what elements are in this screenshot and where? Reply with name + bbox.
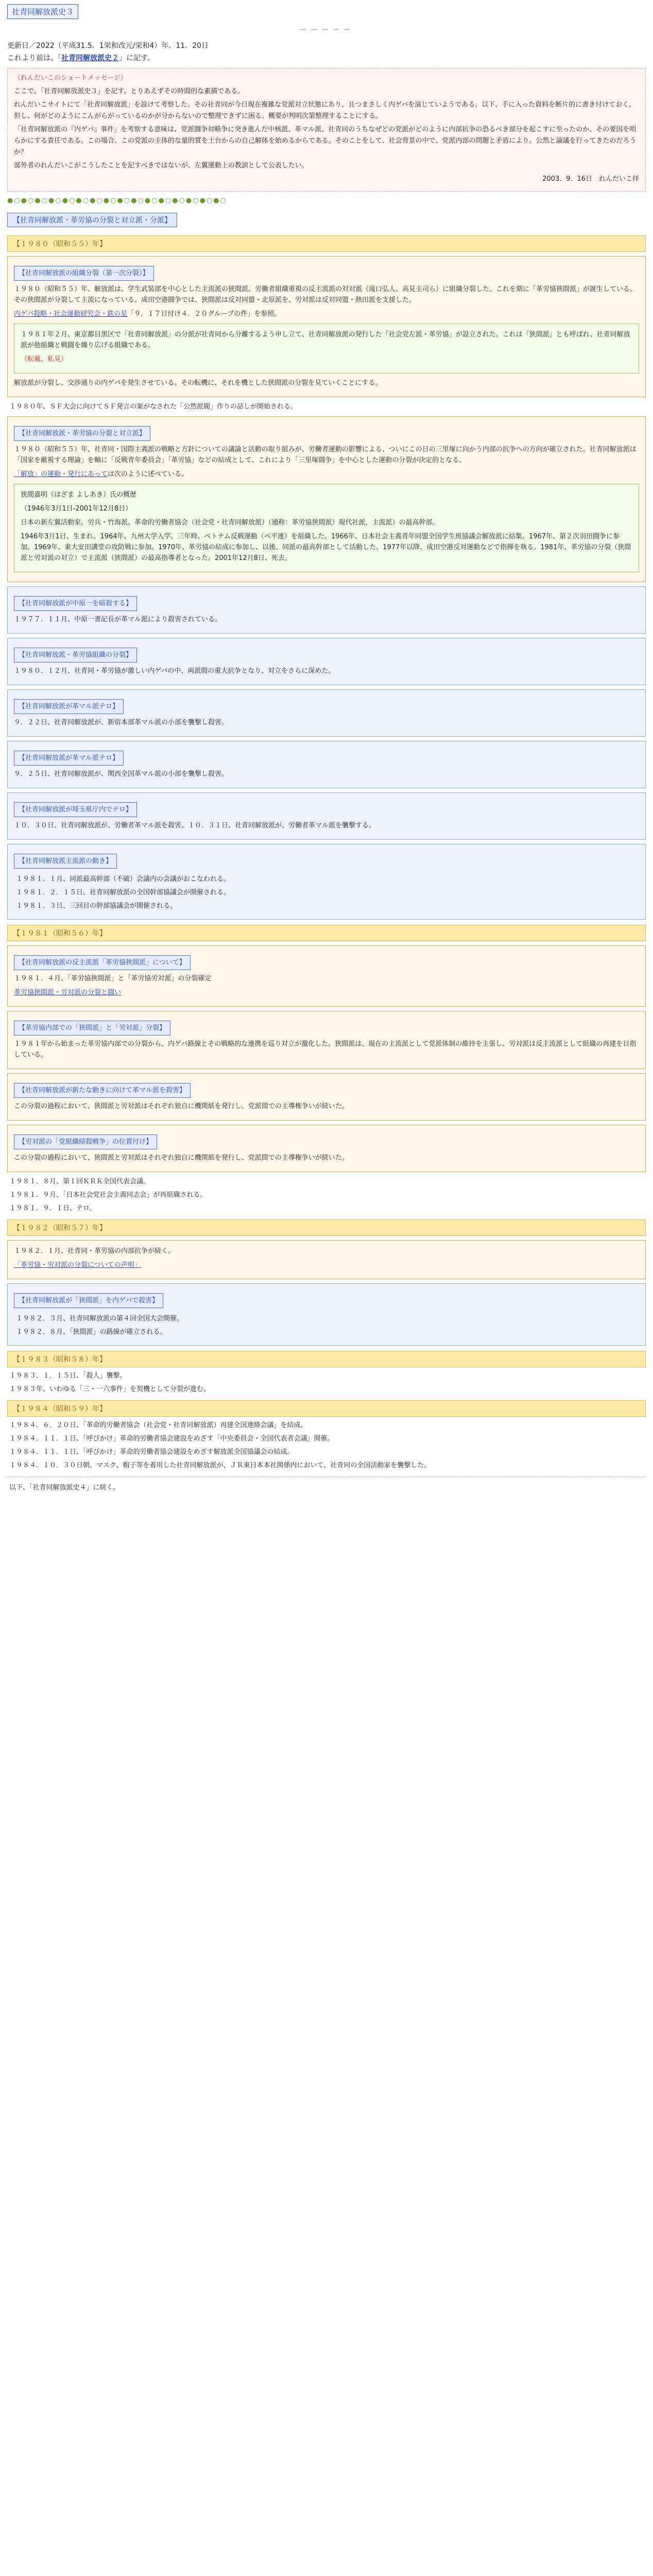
timeline-item: １９８４．１１．１日、「呼びかけ」革命的労働者協会建設をめざす「中央委員会・全国代表者会議」開催。 <box>9 1435 334 1443</box>
panel-text: は次のように述べている。 <box>107 470 188 478</box>
year-heading-1983: 【１９８３（昭和５８）年】 <box>7 1351 646 1367</box>
sub-heading-attack4: 【社青同解放派が新たな動きに向けて革マル派を殺害】 <box>14 1083 191 1098</box>
panel-text: １９８１．４月、「革労協狭間派」と「革労協労対派」の分裂確定 <box>14 975 212 982</box>
panel-attack4 <box>7 1073 646 1121</box>
panel-text: １０．３０日、社青同解放派が、労働者革マル派を殺害。１０．３１日、社青同解放派が、労働者革マル派を襲撃する。 <box>14 822 376 829</box>
timeline-item: １９８４．１０．３０日朝、マスク、帽子等を着用した社青同解放派が、ＪＲ東日本本社関係内において、社青同の全国活動家を襲撃した。 <box>9 1462 431 1469</box>
panel-text: １９８０（昭和５５）年、社青同・国際主義派の戦略と方針についての議論と活動の取り組みが、労働者運動の影響による、ついにこの日の三里塚に向かう内部の抗争への方向が確立された。社青同解放派は「国家を敵視する理論」を軸に「反戦青年委員会」「革労協」などの結成として、これにより「三里塚闘争」を中心とした運動の分裂が決定的となる。 <box>14 446 637 464</box>
timeline-item: １９８１．３日、三回目の幹部協議会が開催される。 <box>16 902 177 910</box>
panel-mainstream <box>7 844 646 920</box>
timeline-item: １９８４．１１．１日、「呼びかけ」革命的労働者協会建設をめざす解放派全国協議会の結成。 <box>9 1448 294 1456</box>
message-heading: （れんだいこのショートメッセージ） <box>14 74 127 82</box>
sub-heading-foundation: 【社青同解放派・革労協組織の分裂】 <box>14 648 137 663</box>
panel-text: 「９．１７日付け４．２０グループの件」を参照。 <box>127 310 281 318</box>
quote-note: （転載、私見） <box>21 355 68 363</box>
panel-text: 解放派が分裂し、交渉通りの内ゲバを発生させている。その転機に、それを機とした狭間派の分裂を見ていくことにする。 <box>14 379 382 387</box>
footer-note: 以下、「社青同解放派史４」に続く。 <box>9 1484 120 1492</box>
year-1980-line: １９８０年、ＳＦ大会に向けてＳＦ発言の案がなされた「公然派閥」作りの話しが開始される。 <box>9 403 298 411</box>
sub-heading-assassin: 【社青同解放派が「狭間派」を内ゲバで殺害】 <box>14 1293 163 1308</box>
panel-ideology <box>7 1011 646 1069</box>
panel-text: この分裂の過程において、狭間派と労対派はそれぞれ独自に機関紙を発行し、党派間での主導権争いが続いた。 <box>14 1103 349 1110</box>
timeline-item: １９８１．２．１５日、社青同解放派の全国幹部協議会が開催される。 <box>16 889 231 896</box>
timeline-item: １９８１．１月、同派最高幹部（不破）会議内の会議がおこなわれる。 <box>16 875 231 883</box>
timeline-item: １９８１．９．１日、テロ。 <box>9 1205 96 1212</box>
timeline-item: １９８１．９月、「日本社会党社会主義同志会」が再組織される。 <box>9 1191 207 1199</box>
split2-link[interactable]: 「解放」の運動・発行にあって <box>14 470 108 478</box>
prev-page-link[interactable]: 社青同解放派史２ <box>61 54 119 62</box>
year-heading-1980: 【１９８０（昭和５５）年】 <box>7 235 646 252</box>
sub-heading-split1: 【社青同解放派の組織分裂（第一次分裂）】 <box>14 266 154 281</box>
split1-link[interactable]: 内ゲバ殺略・社会運動研究会・鉄の星 <box>14 310 128 318</box>
timeline-item: １９８４．６．２０日、「革命的労働者協会（社会党・社青同解放派）再建全国連絡会議」を結成。 <box>9 1421 307 1429</box>
timeline-item: １９８３年、いわゆる「三・一六事件」を契機として分裂が進む。 <box>9 1385 211 1393</box>
panel-split1 <box>7 256 646 397</box>
sub-heading-revolt: 【社青同解放派の反主流派「革労協狭間派」について】 <box>14 955 191 970</box>
sub-heading-mainstream: 【社青同解放派主流派の動き】 <box>14 854 117 869</box>
quote-text: １９８１年２月、東京都目黒区で「社青同解放派」の分派が社青同から分離するよう申し立て、社青同解放派の発行した「社会党左派・革労協」が設立された。これは「狭間派」とも呼ばれ、社青同解放派が他組織と戦闘を繰り広げる組織である。 <box>21 331 630 349</box>
panel-attack2 <box>7 741 646 788</box>
timeline-item: １９８１．８月、第１回ＫＲＫ全国代表会議。 <box>9 1178 150 1185</box>
message-signature: 2003．9．16日 れんだいこ拝 <box>542 175 639 183</box>
panel-text: １９８１年から始まった革労協内部での分裂から、内ゲバ路線とその戦略的な連携を巡り対立が激化した。狭間派は、現在の主流派として党派体制の維持を主張し、労対派は反主流派として組織の再建を目指している。 <box>14 1040 637 1059</box>
panel-attack3 <box>7 792 646 840</box>
panel-text: １９８０（昭和５５）年、解放派は、学生武装部を中心とした主流派の狭間派、労働者組織重視の反主流派の対対派（滝口弘人、高見圭司ら）に組織分裂した。これを期に「革労協狭間派」が誕生している。その狭間派が分裂して主流になっている。成田空港闘争では、狭間派は反対同盟・北原派を、労対派は反対同盟・熱田派を支援した。 <box>14 285 637 304</box>
sub-heading-ideology: 【革労協内部での「狭間派」と「労対派」分裂】 <box>14 1021 170 1036</box>
panel-text: １９８０．１２月、社青同・革労協が激しい内ゲバの中、両派間の重大抗争となり、対立をさらに深めた。 <box>14 667 335 675</box>
panel-war <box>7 1125 646 1172</box>
panel-revolt <box>7 945 646 1007</box>
panel-text: １９７７．１１月、中原一書記長が革マル派により殺害されている。 <box>14 616 222 623</box>
panel-attack1 <box>7 689 646 737</box>
panel-1982 <box>7 1240 646 1279</box>
panel-text: １９８２．１月、社青同・革労協の内部抗争が続く。 <box>14 1247 175 1255</box>
message-paragraph: 「社青同解放派の『内ゲバ』事件」を考察する意味は、党派闘争対略争に突き進んだ中核派、革マル派、社青同のうちなぜどの党派がどのように内部抗争の恐るべき部分を起こすに至ったのか、その要因を明らかにする責任である。この場合、この党派の主体的な量的質を土台からの自己解体を始めるからである。そのことをして、社会背景の中で、党派内部の問題と矛盾により、公然と論議を行ってきたのだろうか？ <box>14 126 637 156</box>
bio-panel <box>14 484 639 572</box>
timeline-item: １９８２．８月、「狭間派」の路線が確立される。 <box>16 1328 167 1336</box>
bio-text: 1946年3月1日、生まれ。1964年、九州大学入学。三年時、ベトナム反戦運動（ベ平連）を組織した。1966年、日本社会主義青年同盟全国学生班協議会解放派に結集。1967年、第２次羽田闘争に参加。1969年、東大安田講堂の攻防戦に参加。1970年、革労協の結成に参加し、以後、同派の最高幹部として活動した。1977年以降、成田空港反対運動などで指揮を執る。1981年、革労協の分裂（狭間派と労対派の対立）で主流派（狭間派）の最高指導者となった。2001年12月8日、死去。 <box>21 533 631 562</box>
bio-heading: 狭間嘉明（はざま よしあき）氏の概歴 <box>21 491 137 499</box>
panel-foundation <box>7 638 646 685</box>
quote-panel <box>14 324 639 374</box>
year1982-link[interactable]: 「革労協・労対派の分裂についての声明」 <box>14 1261 141 1269</box>
panel-nakahara <box>7 586 646 634</box>
message-paragraph: ここで、「社青同解放派史３」を記す。とりあえずその時間的な素描である。 <box>14 88 245 95</box>
panel-split2 <box>7 416 646 582</box>
sub-heading-attack1: 【社青同解放派が革マル派テロ】 <box>14 699 124 714</box>
intro-line <box>7 53 646 63</box>
revolt-link[interactable]: 革労協狭間派・労対派の分裂と闘い <box>14 989 122 996</box>
sub-heading-attack2: 【社青同解放派が革マル派テロ】 <box>14 751 124 766</box>
page-title: 社青同解放派史３ <box>7 4 78 19</box>
sub-heading-split2: 【社青同解放派・革労協の分裂と対立派】 <box>14 426 150 441</box>
timeline-item: １９８２．３月、社青同解放派の第４回全国大会開催。 <box>16 1315 184 1323</box>
decorative-flourish: ∽∽∽∽∽ <box>299 24 354 35</box>
author-message <box>7 68 646 192</box>
intro-pre: これより前は、「 <box>7 54 61 62</box>
timeline-item: １９８３．１．１５日、「殺人」襲撃。 <box>9 1372 127 1380</box>
message-paragraph: れんだいこサイトにて「社青同解放派」を設けて考察した。その社青同が今日現在複雑な党派対立状態にあり、且つまさしく内ゲバを演じていようである。以下、手に入った資料を断片的に書き付けておく。但し、何がどのようにこんがらがっているのかが分からないので整理できずに困る。概要が判明次第整理することにする。 <box>14 101 636 120</box>
divider-dots: ●○●○●○●○●○●○●○●○●○●○●○●○●○●○●○●○ <box>7 197 227 205</box>
year-heading-1984: 【１９８４（昭和５９）年】 <box>7 1400 646 1417</box>
sub-heading-war: 【労対派の「党組織暗殺戦争」の位置付け】 <box>14 1134 157 1149</box>
section-title-main: 【社青同解放派・革労協の分裂と対立派・分派】 <box>7 213 177 227</box>
bio-text: 日本の新左翼活動家。労兵・竹海派。革命的労働者協会（社会党・社青同解放派）（通称：革労協狭間派）現代社派，主流派）の最高幹部。 <box>21 519 439 527</box>
panel-text: ９．２２日、社青同解放派が、新宿本部革マル派の小部を襲撃し殺害。 <box>14 719 229 726</box>
updated-date: 更新日／2022（平成31.5．1栄和改元/栄和4）年．11．20日 <box>7 42 209 50</box>
panel-assassin <box>7 1283 646 1346</box>
panel-text: ９．２５日、社青同解放派が、関西全国革マル派の小部を襲撃し殺害。 <box>14 770 229 778</box>
year-heading-1981: 【１９８１（昭和５６）年】 <box>7 925 646 941</box>
bio-dates: （1946年3月1日-2001年12月8日） <box>21 505 132 513</box>
panel-text: この分裂の過程において、狭間派と労対派はそれぞれ独自に機関紙を発行し、党派間での主導権争いが続いた。 <box>14 1154 349 1162</box>
intro-post: 」に記す。 <box>119 54 154 62</box>
sub-heading-nakahara: 【社青同解放派が中原一を暗殺する】 <box>14 596 137 611</box>
message-paragraph: 部外者のれんだいこがこうしたことを記すべきではないが、左翼運動上の教訓として公表したい。 <box>14 162 308 170</box>
sub-heading-attack3: 【社青同解放派が埼玉県庁内でテロ】 <box>14 802 137 817</box>
year-heading-1982: 【１９８２（昭和５７）年】 <box>7 1219 646 1236</box>
